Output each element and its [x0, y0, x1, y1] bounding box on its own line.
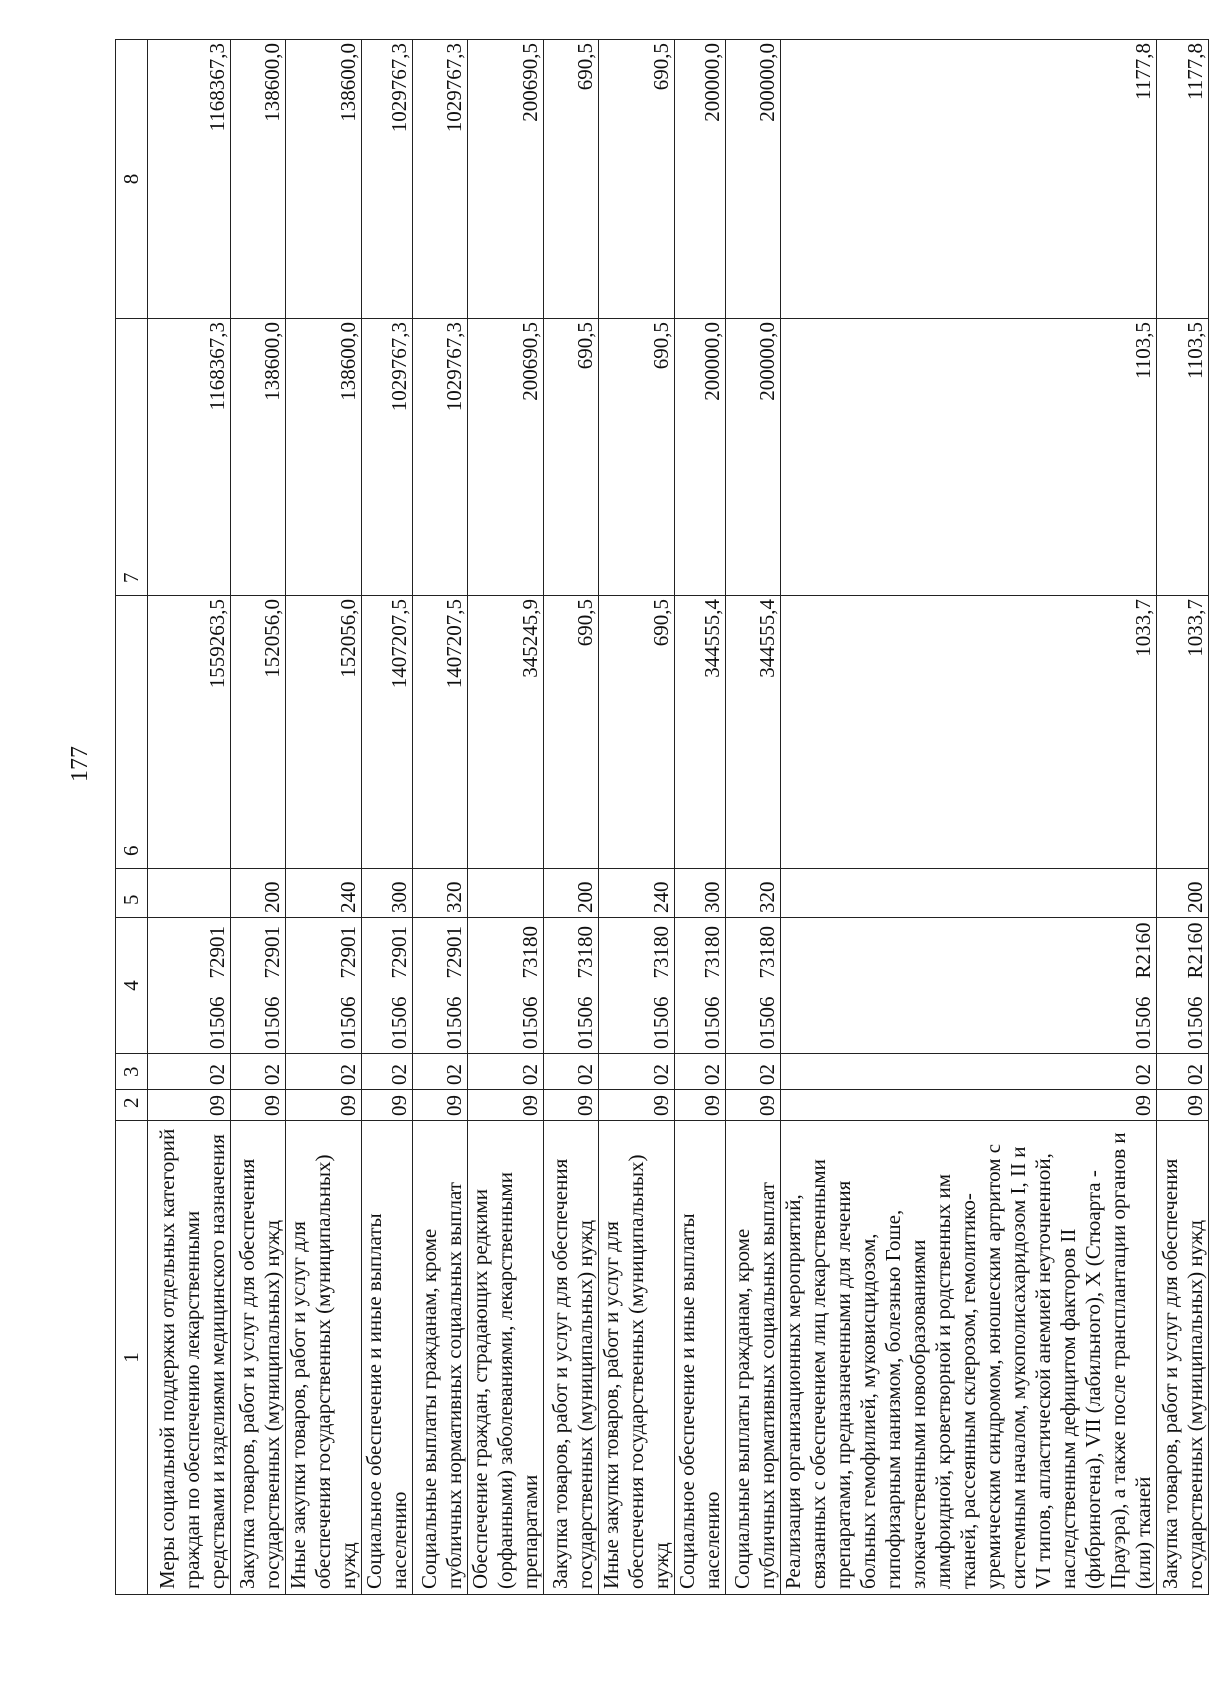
table-row [148, 40, 231, 1595]
header-col-4: 4 [116, 918, 148, 1054]
amount-col-6-cell: 152056,0 [286, 596, 362, 869]
header-row [116, 40, 148, 1595]
amount-col-8-cell: 200690,5 [468, 40, 544, 319]
amount-col-6-cell: 690,5 [599, 596, 675, 869]
expense-type-cell: 300 [362, 869, 413, 918]
amount-col-7-cell: 690,5 [544, 319, 599, 596]
row-name-cell: Закупка товаров, работ и услуг для обеспечения государственных (муниципальных) нужд [544, 1121, 599, 1595]
program-code: 01506 [518, 996, 542, 1049]
section-code-cell: 09 [148, 1090, 231, 1121]
table-row [231, 40, 286, 1595]
target-article-cell [468, 918, 544, 1054]
section-code-cell: 09 [781, 1090, 1157, 1121]
expense-type-cell: 300 [675, 869, 726, 918]
amount-col-8-cell: 200000,0 [675, 40, 726, 319]
header-col-3: 3 [116, 1054, 148, 1090]
expense-type-cell [781, 869, 1157, 918]
expense-type-cell: 240 [286, 869, 362, 918]
section-code-cell: 09 [362, 1090, 413, 1121]
target-article-cell [231, 918, 286, 1054]
amount-col-6-cell: 690,5 [544, 596, 599, 869]
section-code-cell: 09 [544, 1090, 599, 1121]
target-article-cell [286, 918, 362, 1054]
target-article-code [1183, 922, 1208, 1049]
row-name-cell: Социальные выплаты гражданам, кроме публичных нормативных социальных выплат [726, 1121, 781, 1595]
target-article-cell [1157, 918, 1209, 1054]
row-name-cell: Иные закупки товаров, работ и услуг для обеспечения государственных (муниципальных) нужд [599, 1121, 675, 1595]
target-article-cell [781, 918, 1157, 1054]
direction-code: R2160 [1131, 922, 1155, 979]
direction-code: 72901 [260, 926, 284, 979]
amount-col-6-cell: 344555,4 [726, 596, 781, 869]
table-row [544, 40, 599, 1595]
amount-col-6-cell: 1033,7 [781, 596, 1157, 869]
target-article-code [518, 922, 543, 1049]
amount-col-7-cell: 138600,0 [231, 319, 286, 596]
section-code-cell: 09 [286, 1090, 362, 1121]
target-article-code [442, 922, 467, 1049]
table-row [413, 40, 468, 1595]
row-name-cell: Реализация организационных мероприятий, связанных с обеспечением лиц лекарственными препаратами, предназначенными для лечения больных гемофилией, муковисцидозом, гипофизарным нанизмом, болезнью Гоше, злокачественными новообразованиями лимфоидной, кроветворной и родственных им тканей, рассеянным склерозом, гемолитико-уремическим синдромом, юношеским артритом с системным началом, мукополисахаридозом I, II и VI типов, апластической анемией неуточненной, наследственным дефицитом факторов II (фибриногена), VII (лабильного), X (Стюарта - Прауэра), а также после трансплантации органов и (или) тканей [781, 1121, 1157, 1595]
direction-code: 72901 [205, 926, 229, 979]
target-article-cell [726, 918, 781, 1054]
direction-code: 73180 [573, 926, 597, 979]
subsection-code-cell: 02 [362, 1054, 413, 1090]
table-row [286, 40, 362, 1595]
row-name-cell: Социальное обеспечение и иные выплаты населению [362, 1121, 413, 1595]
subsection-code-cell: 02 [286, 1054, 362, 1090]
amount-col-6-cell: 1407207,5 [413, 596, 468, 869]
table-row [599, 40, 675, 1595]
amount-col-7-cell: 200000,0 [675, 319, 726, 596]
section-code-cell: 09 [231, 1090, 286, 1121]
row-name-cell: Закупка товаров, работ и услуг для обеспечения государственных (муниципальных) нужд [1157, 1121, 1209, 1595]
program-code: 01506 [442, 996, 466, 1049]
expense-type-cell [468, 869, 544, 918]
target-article-cell [362, 918, 413, 1054]
row-name-cell: Иные закупки товаров, работ и услуг для обеспечения государственных (муниципальных) нужд [286, 1121, 362, 1595]
subsection-code-cell: 02 [468, 1054, 544, 1090]
subsection-code-cell: 02 [726, 1054, 781, 1090]
amount-col-6-cell: 345245,9 [468, 596, 544, 869]
target-article-code [755, 922, 780, 1049]
subsection-code-cell: 02 [231, 1054, 286, 1090]
target-article-cell [599, 918, 675, 1054]
subsection-code-cell: 02 [1157, 1054, 1209, 1090]
direction-code: 72901 [442, 926, 466, 979]
program-code: 01506 [205, 996, 229, 1049]
amount-col-7-cell: 200000,0 [726, 319, 781, 596]
amount-col-6-cell: 1559263,5 [148, 596, 231, 869]
section-code-cell: 09 [675, 1090, 726, 1121]
direction-code: 73180 [518, 926, 542, 979]
amount-col-7-cell: 1103,5 [1157, 319, 1209, 596]
target-article-cell [544, 918, 599, 1054]
amount-col-8-cell: 1177,8 [1157, 40, 1209, 319]
subsection-code-cell: 02 [413, 1054, 468, 1090]
amount-col-7-cell: 200690,5 [468, 319, 544, 596]
amount-col-8-cell: 1029767,3 [413, 40, 468, 319]
target-article-code [700, 922, 725, 1049]
direction-code: R2160 [1183, 922, 1207, 979]
header-col-5: 5 [116, 869, 148, 918]
amount-col-7-cell: 1168367,3 [148, 319, 231, 596]
direction-code: 73180 [755, 926, 779, 979]
amount-col-7-cell: 138600,0 [286, 319, 362, 596]
table-row [1157, 40, 1209, 1595]
amount-col-8-cell: 138600,0 [231, 40, 286, 319]
section-code-cell: 09 [599, 1090, 675, 1121]
table-body [116, 40, 1209, 1595]
amount-col-7-cell: 1029767,3 [362, 319, 413, 596]
section-code-cell: 09 [726, 1090, 781, 1121]
section-code-cell: 09 [413, 1090, 468, 1121]
direction-code: 72901 [336, 926, 360, 979]
amount-col-8-cell: 690,5 [544, 40, 599, 319]
header-col-6: 6 [116, 596, 148, 869]
table-row [781, 40, 1157, 1595]
table-row [675, 40, 726, 1595]
amount-col-8-cell: 1177,8 [781, 40, 1157, 319]
row-name-cell: Социальное обеспечение и иные выплаты населению [675, 1121, 726, 1595]
table-row [726, 40, 781, 1595]
header-col-1: 1 [116, 1121, 148, 1595]
program-code: 01506 [1131, 996, 1155, 1049]
amount-col-8-cell: 1029767,3 [362, 40, 413, 319]
subsection-code-cell: 02 [544, 1054, 599, 1090]
target-article-code [260, 922, 285, 1049]
row-name-cell: Социальные выплаты гражданам, кроме публичных нормативных социальных выплат [413, 1121, 468, 1595]
table-row [362, 40, 413, 1595]
program-code: 01506 [336, 996, 360, 1049]
direction-code: 73180 [649, 926, 673, 979]
header-col-8: 8 [116, 40, 148, 319]
budget-table [115, 39, 1209, 1595]
amount-col-6-cell: 152056,0 [231, 596, 286, 869]
target-article-code [573, 922, 598, 1049]
direction-code: 72901 [387, 926, 411, 979]
target-article-code [1131, 922, 1156, 1049]
target-article-cell [675, 918, 726, 1054]
table-row [468, 40, 544, 1595]
header-col-2: 2 [116, 1090, 148, 1121]
expense-type-cell: 240 [599, 869, 675, 918]
program-code: 01506 [573, 996, 597, 1049]
section-code-cell: 09 [1157, 1090, 1209, 1121]
expense-type-cell: 200 [1157, 869, 1209, 918]
program-code: 01506 [649, 996, 673, 1049]
amount-col-7-cell: 1103,5 [781, 319, 1157, 596]
target-article-code [205, 922, 230, 1049]
row-name-cell: Меры социальной поддержки отдельных категорий граждан по обеспечению лекарственными средствами и изделиями медицинского назначения [148, 1121, 231, 1595]
row-name-cell: Обеспечение граждан, страдающих редкими (орфанными) заболеваниями, лекарственными препаратами [468, 1121, 544, 1595]
target-article-code [336, 922, 361, 1049]
program-code: 01506 [1183, 996, 1207, 1049]
target-article-cell [413, 918, 468, 1054]
amount-col-8-cell: 200000,0 [726, 40, 781, 319]
expense-type-cell: 320 [726, 869, 781, 918]
amount-col-6-cell: 1407207,5 [362, 596, 413, 869]
program-code: 01506 [387, 996, 411, 1049]
subsection-code-cell: 02 [599, 1054, 675, 1090]
target-article-code [387, 922, 412, 1049]
subsection-code-cell: 02 [148, 1054, 231, 1090]
amount-col-8-cell: 138600,0 [286, 40, 362, 319]
amount-col-6-cell: 344555,4 [675, 596, 726, 869]
program-code: 01506 [755, 996, 779, 1049]
amount-col-6-cell: 1033,7 [1157, 596, 1209, 869]
amount-col-8-cell: 690,5 [599, 40, 675, 319]
expense-type-cell [148, 869, 231, 918]
program-code: 01506 [700, 996, 724, 1049]
expense-type-cell: 320 [413, 869, 468, 918]
direction-code: 73180 [700, 926, 724, 979]
section-code-cell: 09 [468, 1090, 544, 1121]
row-name-cell: Закупка товаров, работ и услуг для обеспечения государственных (муниципальных) нужд [231, 1121, 286, 1595]
expense-type-cell: 200 [544, 869, 599, 918]
budget-table-wrapper [115, 40, 1207, 1595]
header-col-7: 7 [116, 319, 148, 596]
target-article-cell [148, 918, 231, 1054]
page-number: 177 [67, 746, 93, 782]
amount-col-8-cell: 1168367,3 [148, 40, 231, 319]
program-code: 01506 [260, 996, 284, 1049]
target-article-code [649, 922, 674, 1049]
subsection-code-cell: 02 [781, 1054, 1157, 1090]
amount-col-7-cell: 690,5 [599, 319, 675, 596]
subsection-code-cell: 02 [675, 1054, 726, 1090]
amount-col-7-cell: 1029767,3 [413, 319, 468, 596]
expense-type-cell: 200 [231, 869, 286, 918]
